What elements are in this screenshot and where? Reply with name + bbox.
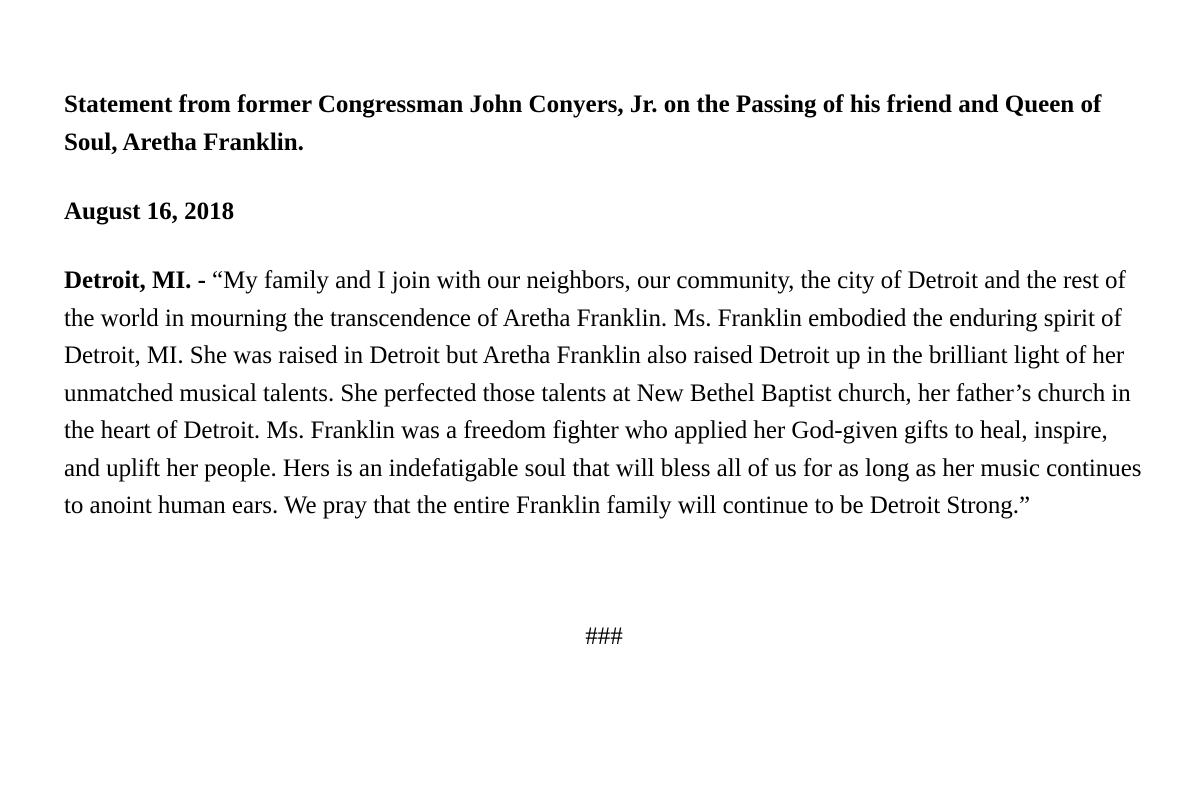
statement-dateline: Detroit, MI. -	[64, 267, 206, 294]
press-statement	[64, 86, 1144, 650]
statement-body	[64, 262, 1144, 525]
statement-date: August 16, 2018	[64, 198, 235, 225]
statement-title: Statement from former Congressman John Conyers, Jr. on the Passing of his friend and Queen of Soul, Aretha Franklin.	[64, 91, 1102, 156]
end-mark: ###	[585, 623, 623, 650]
statement-quote: “My family and I join with our neighbors, our community, the city of Detroit and the rest of the world in mourning the transcendence of Aretha Franklin. Ms. Franklin embodied the enduring spirit of Detroit, MI. She was raised in Detroit but Aretha Franklin also raised Detroit up in the brilliant light of her unmatched musical talents. She perfected those talents at New Bethel Baptist church, her father’s church in the heart of Detroit. Ms. Franklin was a freedom fighter who applied her God-given gifts to heal, inspire, and uplift her people. Hers is an indefatigable soul that will bless all of us for as long as her music continues to anoint human ears. We pray that the entire Franklin family will continue to be Detroit Strong.”	[64, 267, 1142, 519]
